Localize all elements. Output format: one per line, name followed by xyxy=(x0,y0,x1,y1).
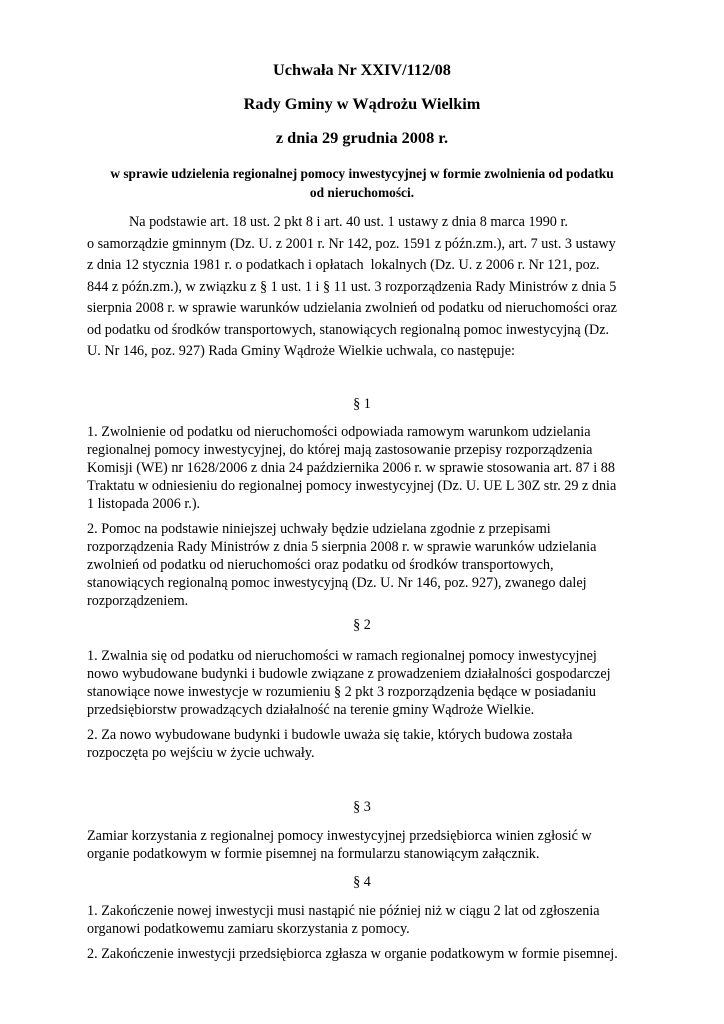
paragraph-line: stanowiące nowe inwestycje w rozumieniu § 2 pkt 3 rozporządzenia będące w posiadaniu xyxy=(87,684,596,700)
paragraph-line: przedsiębiorstw prowadzących działalność na terenie gminy Wądroże Wielkie. xyxy=(87,702,535,718)
council-name: Rady Gminy w Wądrożu Wielkim xyxy=(243,94,481,113)
section-heading: § 4 xyxy=(353,874,371,890)
paragraph-line: 1. Zakończenie nowej inwestycji musi nastąpić nie później niż w ciągu 2 lat od zgłoszenia xyxy=(87,903,600,919)
section-heading: § 1 xyxy=(353,396,371,412)
paragraph-line: 2. Zakończenie inwestycji przedsiębiorca zgłasza w organie podatkowym w formie pisemnej. xyxy=(87,946,618,962)
resolution-number: Uchwała Nr XXIV/112/08 xyxy=(273,60,451,79)
paragraph-line: regionalnej pomocy inwestycyjnej, do której mają zastosowanie przepisy rozporządzenia xyxy=(87,442,593,458)
preamble-line: sierpnia 2008 r. w sprawie warunków udzielania zwolnień od podatku od nieruchomości oraz xyxy=(87,300,617,316)
paragraph-line: 2. Pomoc na podstawie niniejszej uchwały będzie udzielana zgodnie z przepisami xyxy=(87,521,551,537)
paragraph-line: rozporządzenia Rady Ministrów z dnia 5 sierpnia 2008 r. w sprawie warunków udzielania xyxy=(87,539,597,555)
paragraph-line: 1. Zwolnienie od podatku od nieruchomości odpowiada ramowym warunkom udzielania xyxy=(87,424,591,440)
subject-line: w sprawie udzielenia regionalnej pomocy inwestycyjnej w formie zwolnienia od podatku xyxy=(110,166,614,181)
paragraph-line: nowo wybudowane budynki i budowle związane z prowadzeniem działalności gospodarczej xyxy=(87,666,611,682)
preamble-line: Na podstawie art. 18 ust. 2 pkt 8 i art. 40 ust. 1 ustawy z dnia 8 marca 1990 r. xyxy=(129,214,568,230)
paragraph-line: organie podatkowym w formie pisemnej na formularzu stanowiącym załącznik. xyxy=(87,846,540,862)
preamble-line: od podatku od środków transportowych, stanowiących regionalną pomoc inwestycyjną (Dz. xyxy=(87,322,610,338)
section-heading: § 3 xyxy=(353,799,371,815)
paragraph-line: organowi podatkowemu zamiaru skorzystania z pomocy. xyxy=(87,921,410,937)
subject-line: od nieruchomości. xyxy=(309,185,415,200)
paragraph-line: Traktatu w odniesieniu do regionalnej pomocy inwestycyjnej (Dz. U. UE L 30Z str. 29 z dnia xyxy=(87,478,617,494)
preamble-line: 844 z późn.zm.), w związku z § 1 ust. 1 i § 11 ust. 3 rozporządzenia Rady Ministrów z dnia 5 xyxy=(87,279,617,295)
paragraph-line: zwolnień od podatku od nieruchomości oraz podatku od środków transportowych, xyxy=(87,557,554,573)
paragraph-line: Komisji (WE) nr 1628/2006 z dnia 24 października 2006 r. w sprawie stosowania art. 87 i 88 xyxy=(87,460,615,476)
preamble-line: z dnia 12 stycznia 1981 r. o podatkach i opłatach lokalnych (Dz. U. z 2006 r. Nr 121, poz. xyxy=(87,257,600,273)
resolution-date: z dnia 29 grudnia 2008 r. xyxy=(275,128,449,147)
paragraph-line: stanowiących regionalną pomoc inwestycyjną (Dz. U. Nr 146, poz. 927), zwanego dalej xyxy=(87,575,587,591)
section-heading: § 2 xyxy=(353,617,371,633)
paragraph-line: 1. Zwalnia się od podatku od nieruchomości w ramach regionalnej pomocy inwestycyjnej xyxy=(87,648,597,664)
paragraph-line: rozpoczęta po wejściu w życie uchwały. xyxy=(87,745,315,761)
preamble-line: U. Nr 146, poz. 927) Rada Gminy Wądroże Wielkie uchwala, co następuje: xyxy=(87,343,515,359)
paragraph-line: 1 listopada 2006 r.). xyxy=(87,496,201,512)
paragraph-line: Zamiar korzystania z regionalnej pomocy inwestycyjnej przedsiębiorca winien zgłosić w xyxy=(87,828,592,844)
preamble-line: o samorządzie gminnym (Dz. U. z 2001 r. Nr 142, poz. 1591 z późn.zm.), art. 7 ust. 3 ustawy xyxy=(87,236,616,252)
paragraph-line: 2. Za nowo wybudowane budynki i budowle uważa się takie, których budowa została xyxy=(87,727,573,743)
paragraph-line: rozporządzeniem. xyxy=(87,593,189,609)
